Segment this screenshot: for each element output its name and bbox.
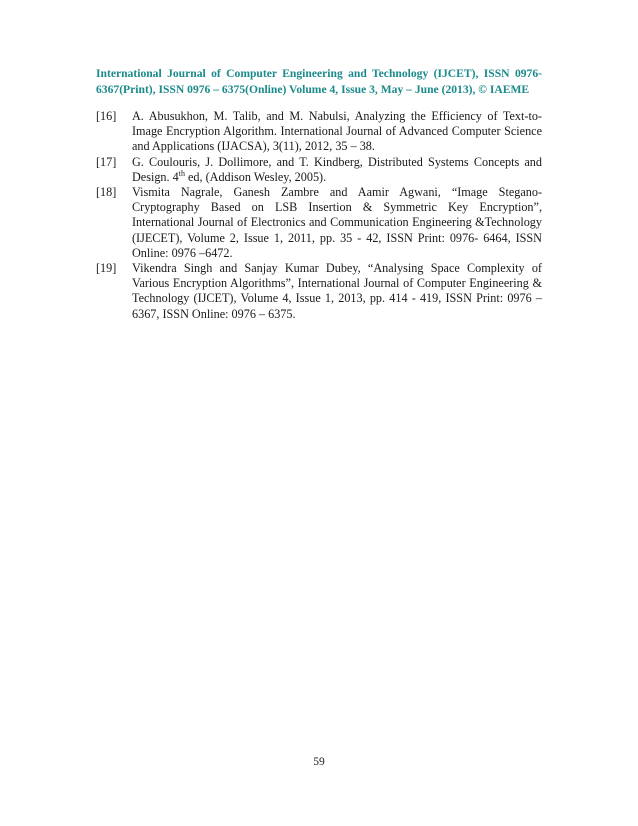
reference-text	[132, 155, 542, 185]
edition-superscript: th	[178, 168, 185, 178]
reference-item-18	[96, 185, 542, 261]
reference-number: [19]	[96, 261, 117, 276]
reference-list	[96, 109, 542, 322]
reference-text: Vikendra Singh and Sanjay Kumar Dubey, “Analysing Space Complexity of Various Encryption Algorithms”, International Journal of Computer Engineering & Technology (IJCET), Volume 4, Issue 1, 2013, pp. 414 - 419, ISSN Print: 0976 – 6367, ISSN Online: 0976 – 6375.	[132, 261, 542, 321]
reference-text-part: G. Coulouris, J. Dollimore, and T. Kindberg, Distributed Systems Concepts and Design. 4	[132, 154, 542, 184]
reference-number: [18]	[96, 185, 117, 200]
journal-header: International Journal of Computer Engineering and Technology (IJCET), ISSN 0976-6367(Print), ISSN 0976 – 6375(Online) Volume 4, Issue 3, May – June (2013), © IAEME	[96, 67, 542, 96]
reference-item-16	[96, 109, 542, 155]
reference-text: A. Abusukhon, M. Talib, and M. Nabulsi, Analyzing the Efficiency of Text-to-Image Encryption Algorithm. International Journal of Advanced Computer Science and Applications (IJACSA), 3(11), 2012, 35 – 38.	[132, 109, 542, 154]
reference-item-17	[96, 155, 542, 185]
reference-text: Vismita Nagrale, Ganesh Zambre and Aamir Agwani, “Image Stegano-Cryptography Based on LSB Insertion & Symmetric Key Encryption”, International Journal of Electronics and Communication Engineering &Technology (IJECET), Volume 2, Issue 1, 2011, pp. 35 - 42, ISSN Print: 0976- 6464, ISSN Online: 0976 –6472.	[132, 185, 542, 260]
reference-item-19	[96, 261, 542, 322]
reference-number: [17]	[96, 154, 117, 169]
reference-text-part: ed, (Addison Wesley, 2005).	[184, 169, 327, 184]
page-number: 59	[313, 756, 325, 768]
reference-number: [16]	[96, 109, 117, 123]
